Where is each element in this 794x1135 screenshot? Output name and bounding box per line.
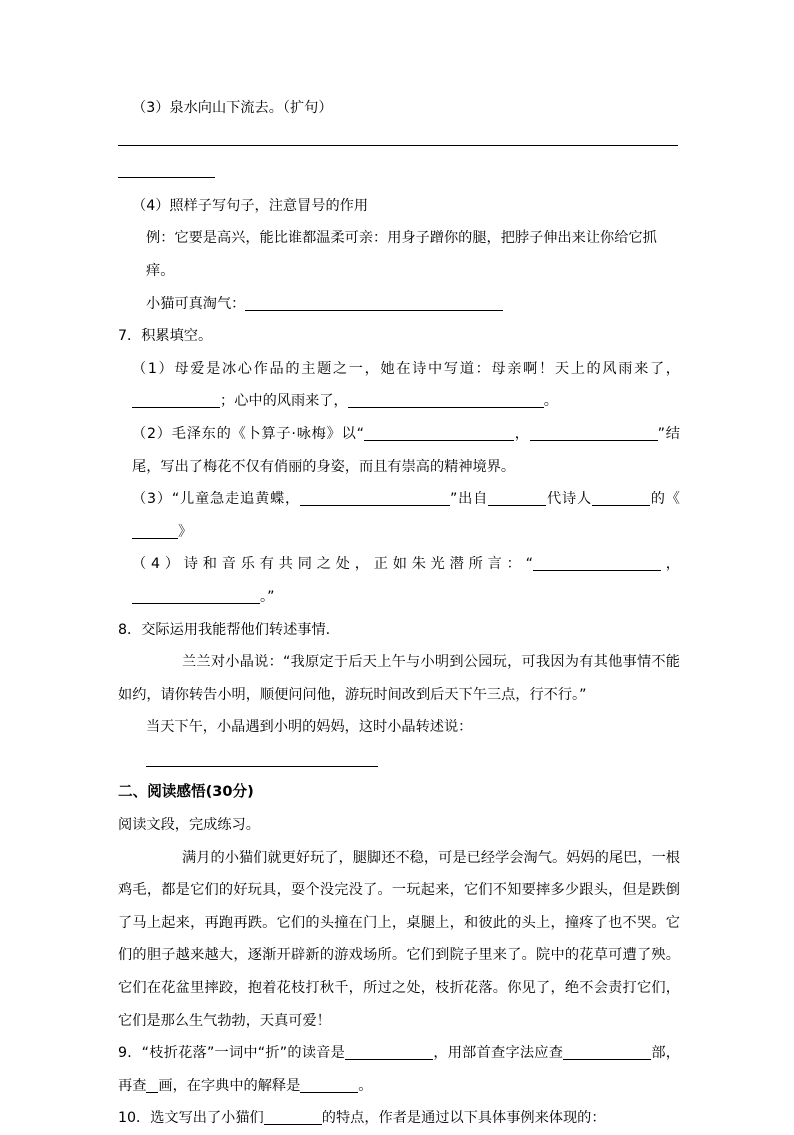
question-7-1-text-c: 。 xyxy=(543,393,558,410)
answer-rule-long[interactable] xyxy=(118,145,678,146)
question-7-3-text-c: 代诗人 xyxy=(546,491,592,508)
answer-rule-short[interactable] xyxy=(118,177,215,178)
answer-blank-9-d[interactable] xyxy=(300,1079,358,1093)
section-2-subtitle: 阅读文段，完成练习。 xyxy=(118,817,260,834)
answer-blank-10[interactable] xyxy=(264,1111,322,1125)
question-9-text-e: 。 xyxy=(358,1077,373,1094)
question-6-4-prompt-row xyxy=(118,288,680,321)
question-6-4: （4）照样子写句子，注意冒号的作用 xyxy=(132,197,369,214)
question-7-4 xyxy=(118,548,680,613)
question-9-text-c: 部，再查 xyxy=(118,1045,680,1094)
question-9-text-d: 画，在字典中的解释是 xyxy=(158,1077,301,1094)
question-9-text-b: ，用部首查字法应查 xyxy=(433,1045,564,1062)
answer-blank-7-4-b[interactable] xyxy=(132,590,260,604)
answer-blank-7-3-a[interactable] xyxy=(300,492,450,506)
answer-rule-long-row xyxy=(118,125,680,158)
question-10-text-a: 10．选文写出了小猫们 xyxy=(118,1110,264,1127)
answer-blank-7-1-b[interactable] xyxy=(348,394,544,408)
answer-blank-9-a[interactable] xyxy=(345,1046,433,1060)
question-7-2 xyxy=(118,418,680,483)
answer-blank-7-3-b[interactable] xyxy=(488,492,546,506)
question-7-2-text-b: ， xyxy=(513,425,530,442)
answer-blank-7-3-d[interactable] xyxy=(132,525,178,539)
question-7-3-text-b: ”出自 xyxy=(450,491,489,508)
question-7-3 xyxy=(118,483,680,548)
question-7-2-text-d: 出了梅花不仅有俏丽的身姿，而且有崇高的精神境界。 xyxy=(174,458,516,475)
question-7-4-text-a: （4）诗和音乐有共同之处，正如朱光潜所言：“ xyxy=(132,556,533,573)
question-6-4-example: 例：它要是高兴，能比谁都温柔可亲：用身子蹭你的腿，把脖子伸出来让你给它抓痒。 xyxy=(146,230,657,279)
question-7-1-text-b: ；心中的风雨来了， xyxy=(220,393,348,410)
question-7-title: 7．积累填空。 xyxy=(118,328,213,345)
question-7-4-text-c: 。” xyxy=(260,588,275,605)
question-7-3-text-a: （3）“儿童急走追黄蝶， xyxy=(132,491,300,508)
question-10 xyxy=(118,1102,680,1135)
question-7-4-text-b: ， xyxy=(660,556,680,573)
question-7-2-text-c: ”结尾，写 xyxy=(132,425,680,475)
question-8-body: 兰兰对小晶说：“我原定于后天上午与小明到公园玩，可我因为有其他事情不能如约，请你转告小明，顺便问问他，游玩时间改到后天下午三点，行不行。” xyxy=(118,654,680,703)
answer-blank-7-1-a[interactable] xyxy=(132,394,220,408)
answer-rule-short-row xyxy=(118,157,680,190)
answer-blank-7-2-a[interactable] xyxy=(364,427,514,441)
question-7-3-text-d: 的《 xyxy=(649,491,680,508)
question-9 xyxy=(118,1037,680,1102)
section-2-heading: 二、阅读感悟(30分) xyxy=(118,783,254,801)
answer-blank-8[interactable] xyxy=(146,753,378,767)
question-8-prompt: 当天下午，小晶遇到小明的妈妈，这时小晶转述说： xyxy=(146,719,473,736)
question-7-2-text-a: （2）毛泽东的《卜算子·咏梅》以“ xyxy=(132,425,364,442)
question-9-text-a: 9．“枝折花落”一词中“折”的读音是 xyxy=(118,1045,346,1062)
answer-blank-9-c[interactable] xyxy=(146,1079,158,1093)
question-10-text-b: 的特点，作者是通过以下具体事例来体现的： xyxy=(321,1110,606,1127)
page-content xyxy=(118,92,680,1135)
question-7-3-text-e: 》 xyxy=(178,523,193,540)
answer-blank-7-3-c[interactable] xyxy=(592,492,650,506)
question-7-1-text-a: （1）母爱是冰心作品的主题之一，她在诗中写道：母亲啊！天上的风雨来了， xyxy=(132,360,680,377)
question-8-prompt-row xyxy=(118,711,680,776)
question-6-3: （3）泉水向山下流去。（扩句） xyxy=(132,100,333,116)
question-6-4-prompt: 小猫可真淘气： xyxy=(146,295,246,312)
answer-blank-7-2-b[interactable] xyxy=(530,427,658,441)
question-7-1 xyxy=(118,353,680,418)
answer-blank-9-b[interactable] xyxy=(563,1046,651,1060)
question-8-title: 8．交际运用我能帮他们转述事情. xyxy=(118,621,331,638)
reading-passage: 满月的小猫们就更好玩了，腿脚还不稳，可是已经学会淘气。妈妈的尾巴，一根鸡毛，都是它们的好玩具，耍个没完没了。一玩起来，它们不知要摔多少跟头，但是跌倒了马上起来，再跑再跌。它们的头撞在门上，桌腿上，和彼此的头上，撞疼了也不哭。它们的胆子越来越大，逐渐开辟新的游戏场所。它们到院子里来了。院中的花草可遭了殃。它们在花盆里摔跤，抱着花枝打秋千，所过之处，枝折花落。你见了，绝不会责打它们，它们是那么生气勃勃，天真可爱！ xyxy=(118,849,680,1029)
answer-blank-6-4[interactable] xyxy=(245,297,503,311)
answer-blank-7-4-a[interactable] xyxy=(533,557,661,571)
